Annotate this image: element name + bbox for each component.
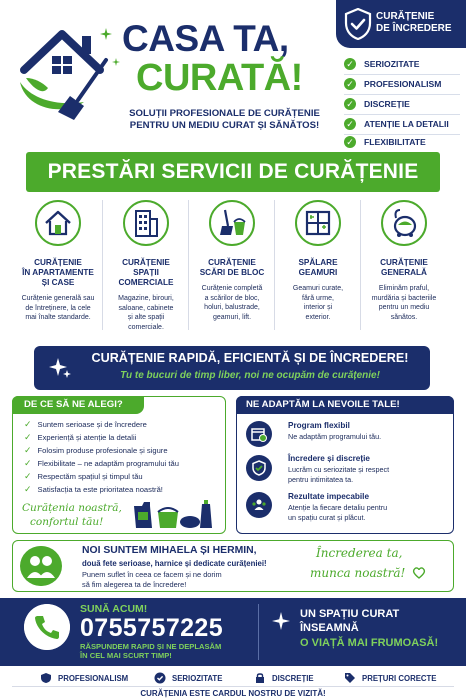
service-desc-line: interior și <box>303 304 333 311</box>
divider <box>102 200 103 330</box>
lock-icon <box>254 672 266 684</box>
trust-item-label: PROFESIONALISM <box>364 79 442 89</box>
team-people-icon <box>246 492 272 518</box>
why-us-item-label: Satisfacția ta este prioritatea noastră! <box>37 485 163 494</box>
team-line-2: Punem suflet în ceea ce facem și ne dorim <box>82 570 222 579</box>
footer-item-discretion <box>254 672 314 684</box>
phone-icon[interactable] <box>24 604 70 650</box>
broom-bucket-icon <box>217 208 247 238</box>
service-desc-line: sănătos. <box>390 313 418 321</box>
service-icon-ring <box>295 200 341 246</box>
trust-item <box>344 77 441 91</box>
footer-item-label: SERIOZITATE <box>172 673 223 683</box>
service-desc-line: și alte spații <box>127 314 165 321</box>
why-us-item-label: Respectăm spațiul și timpul tău <box>37 472 143 481</box>
shield-icon <box>40 672 52 684</box>
service-card-windows <box>280 196 356 336</box>
adapt-desc-line: Ne adaptăm programului tău. <box>288 432 382 441</box>
service-desc-line: exterior. <box>305 313 331 321</box>
check-icon: ✓ <box>344 58 356 70</box>
sparkle-icon <box>48 356 72 380</box>
service-title-line: SCĂRI DE BLOC <box>199 268 265 277</box>
why-us-item <box>24 484 163 495</box>
why-us-item-label: Experiență și atenție la detalii <box>37 433 137 442</box>
service-desc-line: de întreținere, la cele <box>25 304 91 312</box>
service-desc-line: pentru un mediu <box>378 304 430 311</box>
adapt-desc-line: pentru intimitatea ta. <box>288 474 354 484</box>
trust-item <box>344 97 410 111</box>
price-tag-icon <box>344 672 356 684</box>
subtitle <box>122 108 327 132</box>
service-icon-ring <box>123 200 169 246</box>
service-icon-ring <box>381 200 427 246</box>
why-us-slogan-line-2: confortul tău! <box>30 516 104 528</box>
sparkle-icon <box>272 612 290 630</box>
divider <box>274 200 275 330</box>
adapt-desc-line: un spațiu curat și plăcut. <box>288 512 366 522</box>
footer-item-professionalism <box>40 672 128 684</box>
service-title-line: ÎN APARTAMENTE <box>22 268 94 277</box>
why-us-item <box>24 471 143 482</box>
service-title-line: SPĂLARE <box>298 258 338 267</box>
trust-item <box>344 135 426 149</box>
service-title-line: GENERALĂ <box>381 268 427 277</box>
trust-item <box>344 117 449 131</box>
footer-item-label: PROFESIONALISM <box>58 673 129 683</box>
service-description <box>194 284 270 322</box>
divider <box>188 200 189 330</box>
why-us-item <box>24 445 168 456</box>
trust-title-line-1: CURĂȚENIE <box>376 11 435 22</box>
trust-title-line-2: DE ÎNCREDERE <box>376 23 452 34</box>
team-slogan-line-1: Încrederea ta, <box>316 546 403 560</box>
sparkle-icon <box>112 58 120 66</box>
service-title <box>194 258 270 278</box>
building-icon <box>133 208 159 238</box>
heart-icon <box>412 566 426 580</box>
service-title-line: COMERCIALE <box>118 278 174 287</box>
vacuum-icon <box>390 208 418 238</box>
service-icon-ring <box>209 200 255 246</box>
team-title: NOI SUNTEM MIHAELA ȘI HERMIN, <box>82 545 257 556</box>
subtitle-line-1: SOLUȚII PROFESIONALE DE CURĂȚENIE <box>129 108 320 119</box>
subtitle-line-2: PENTRU UN MEDIU CURAT ȘI SĂNĂTOS! <box>129 120 320 131</box>
service-card-stairs <box>194 196 270 336</box>
service-title-line: CURĂȚENIE <box>208 258 256 267</box>
house-icon <box>43 209 73 237</box>
trust-item-label: DISCREȚIE <box>364 99 410 109</box>
check-circle-icon <box>154 672 166 684</box>
service-desc-line: comerciale. <box>128 323 164 331</box>
why-us-item <box>24 432 136 443</box>
footer-item-fair-prices <box>344 672 437 684</box>
check-icon: ✓ <box>24 419 32 429</box>
service-title-line: SPAȚII <box>133 268 159 277</box>
adapt-title: NE ADAPTĂM LA NEVOILE TALE! <box>246 399 400 410</box>
call-subtext-line-2: ÎN CEL MAI SCURT TIMP! <box>80 651 172 660</box>
service-description <box>20 294 96 323</box>
service-desc-line: saloane, cabinete <box>118 304 174 312</box>
adapt-desc-line: Atenție la fiecare detaliu pentru <box>288 503 388 512</box>
why-us-item-label: Suntem serioase și de încredere <box>37 420 147 429</box>
title-line-2: CURATĂ! <box>136 57 303 99</box>
shield-check-icon <box>344 8 372 40</box>
call-right-line-3: O VIAȚĂ MAI FRUMOASĂ! <box>300 637 439 649</box>
check-icon: ✓ <box>344 78 356 90</box>
service-desc-line: Magazine, birouri, <box>118 295 174 302</box>
trust-item-label: ATENȚIE LA DETALII <box>364 119 449 129</box>
service-title-line: ȘI CASE <box>41 278 75 287</box>
service-card-apartments <box>20 196 96 336</box>
calendar-clock-icon <box>246 421 272 447</box>
service-description <box>280 284 356 322</box>
trust-item <box>344 57 420 71</box>
cleaning-supplies-icon <box>132 496 216 530</box>
service-desc-line: Eliminăm praful, <box>378 285 430 292</box>
adapt-item-title: Rezultate impecabile <box>288 492 369 501</box>
why-us-title: DE CE SĂ NE ALEGI? <box>24 399 123 410</box>
service-title <box>280 258 356 278</box>
call-label: SUNĂ ACUM! <box>80 603 148 615</box>
team-line-3: să fim alegerea ta de încredere! <box>82 580 187 589</box>
service-desc-line: fără urme, <box>302 294 334 302</box>
check-icon: ✓ <box>24 445 32 455</box>
service-title-line: GEAMURI <box>298 268 338 277</box>
footer-item-seriousness <box>154 672 222 684</box>
check-icon: ✓ <box>344 98 356 110</box>
call-right-line-2: ÎNSEAMNĂ <box>300 622 359 634</box>
service-title <box>108 258 184 288</box>
divider <box>344 74 460 75</box>
service-card-general <box>366 196 442 336</box>
service-desc-line: murdăria și bacteriile <box>371 294 437 302</box>
service-title-line: CURĂȚENIE <box>122 258 170 267</box>
team-line-1: două fete serioase, harnice și dedicate curățeniei! <box>82 559 267 568</box>
divider <box>360 200 361 330</box>
team-slogan-line-2: munca noastră! <box>310 566 406 580</box>
divider <box>344 114 460 115</box>
adapt-item-desc <box>288 503 448 522</box>
service-title-line: CURĂȚENIE <box>380 258 428 267</box>
why-us-item-label: Flexibilitate – ne adaptăm programului tău <box>37 459 179 468</box>
shield-check-icon <box>246 455 272 481</box>
service-desc-line: Geamuri curate, <box>292 285 344 292</box>
quick-banner-title: CURĂȚENIE RAPIDĂ, EFICIENTĂ ȘI DE ÎNCREDERE! <box>91 351 409 365</box>
quick-banner-subtitle: Tu te bucuri de timp liber, noi ne ocupăm de curățenie! <box>120 370 380 381</box>
phone-number-link[interactable]: 0755757225 <box>80 614 224 642</box>
service-desc-line: Curățenie completă <box>201 285 263 292</box>
trust-item-label: SERIOZITATE <box>364 59 420 69</box>
check-icon: ✓ <box>24 471 32 481</box>
two-women-avatar-icon <box>20 546 62 586</box>
divider <box>344 94 460 95</box>
trust-item-label: FLEXIBILITATE <box>364 137 426 147</box>
why-us-item-label: Folosim produse profesionale și sigure <box>37 446 168 455</box>
service-card-commercial <box>108 196 184 336</box>
adapt-item-title: Program flexibil <box>288 421 350 430</box>
service-desc-line: geamuri, lift. <box>212 313 252 321</box>
why-us-item <box>24 419 147 430</box>
window-icon <box>304 209 332 237</box>
check-icon: ✓ <box>24 432 32 442</box>
adapt-item-desc <box>288 465 448 484</box>
service-desc-line: a scărilor de bloc, <box>204 294 260 302</box>
footer-tagline: CURĂȚENIA ESTE CARDUL NOSTRU DE VIZITĂ! <box>140 689 326 698</box>
footer-item-label: DISCREȚIE <box>272 673 314 683</box>
service-description <box>366 284 442 322</box>
why-us-slogan-line-1: Curățenia noastră, <box>22 502 122 514</box>
service-desc-line: holuri, balustrade, <box>204 304 260 311</box>
adapt-item-desc <box>288 432 448 442</box>
check-icon: ✓ <box>344 136 356 148</box>
why-us-item <box>24 458 179 469</box>
service-desc-line: mai înalte standarde. <box>25 314 91 321</box>
adapt-item-title: Încredere și discreție <box>288 454 370 463</box>
service-description <box>108 294 184 332</box>
trust-panel-title <box>376 11 464 35</box>
check-icon: ✓ <box>24 458 32 468</box>
adapt-desc-line: Lucrăm cu seriozitate și respect <box>288 465 390 474</box>
service-icon-ring <box>35 200 81 246</box>
title-line-1: CASA TA, <box>122 18 289 59</box>
check-icon: ✓ <box>344 118 356 130</box>
service-title-line: CURĂȚENIE <box>34 258 82 267</box>
check-icon: ✓ <box>24 484 32 494</box>
footer-item-label: PREȚURI CORECTE <box>362 673 437 683</box>
house-broom-logo-icon <box>14 20 114 120</box>
service-desc-line: Curățenie generală sau <box>21 295 95 302</box>
divider <box>12 686 454 687</box>
service-title <box>20 258 96 288</box>
call-subtext-line-1: RĂSPUNDEM RAPID ȘI NE DEPLASĂM <box>80 642 222 651</box>
services-banner-title: PRESTĂRI SERVICII DE CURĂȚENIE <box>47 160 419 183</box>
service-title <box>366 258 442 278</box>
divider <box>258 604 259 660</box>
sparkle-icon <box>100 28 112 40</box>
call-right-line-1: UN SPAȚIU CURAT <box>300 608 400 620</box>
